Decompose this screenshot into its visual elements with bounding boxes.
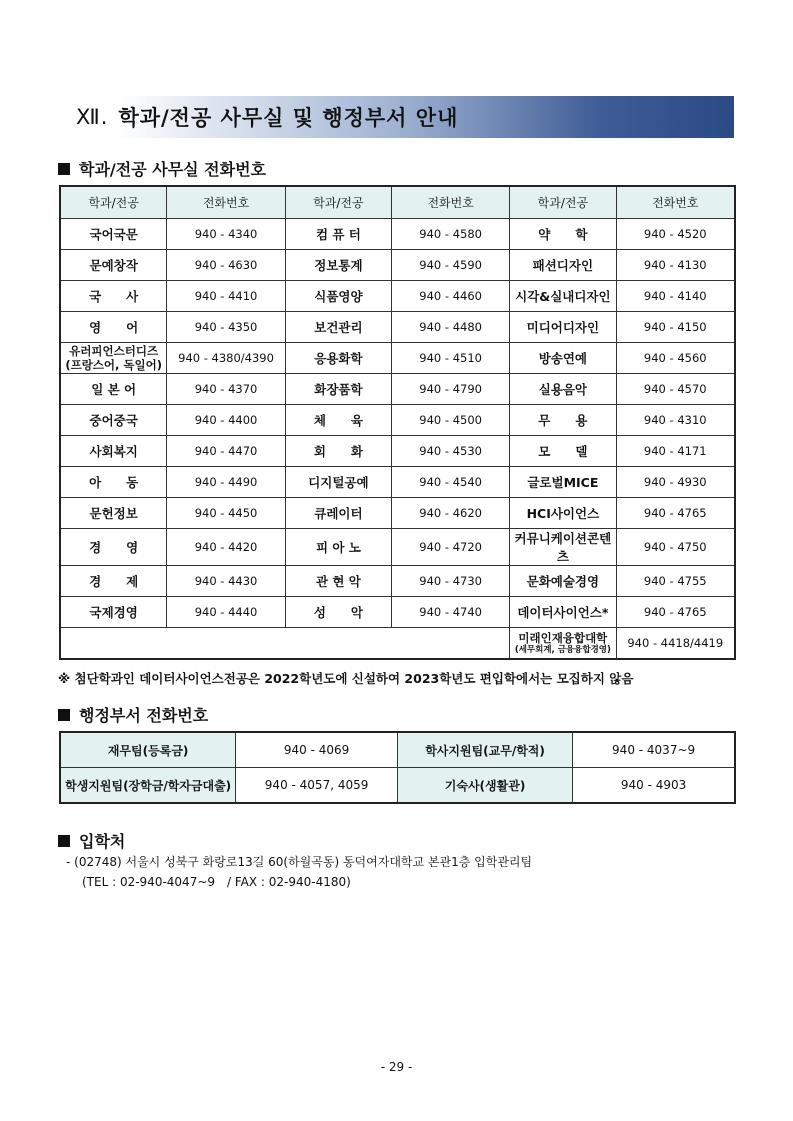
dept-phone: 940 - 4460 <box>392 281 510 312</box>
dept-phone: 940 - 4580 <box>392 219 510 250</box>
dept-name: 약 학 <box>510 219 616 250</box>
office-phone: 940 - 4903 <box>573 768 735 804</box>
dept-phone: 940 - 4630 <box>167 250 285 281</box>
dept-name: 경 영 <box>60 529 167 566</box>
dept-name: 방송연예 <box>510 343 616 374</box>
section-heading-admissions: 입학처 <box>58 829 125 852</box>
dept-phone: 940 - 4620 <box>392 498 510 529</box>
square-bullet-icon <box>58 163 70 175</box>
dept-phone: 940 - 4480 <box>392 312 510 343</box>
dept-name: 사회복지 <box>60 436 167 467</box>
dept-phone: 940 - 4440 <box>167 597 285 628</box>
header-cell: 전화번호 <box>167 186 285 219</box>
chapter-title: 학과/전공 사무실 및 행정부서 안내 <box>118 106 459 130</box>
dept-phone: 940 - 4340 <box>167 219 285 250</box>
dept-name: 디지털공예 <box>285 467 391 498</box>
dept-phone: 940 - 4470 <box>167 436 285 467</box>
dept-name: 문화예술경영 <box>510 566 616 597</box>
admissions-address: - (02748) 서울시 성북구 화랑로13길 60(하월곡동) 동덕여자대학교 본관1층 입학관리팀 <box>66 855 533 869</box>
dept-phone: 940 - 4510 <box>392 343 510 374</box>
dept-phone: 940 - 4418/4419 <box>616 628 735 660</box>
dept-name: 회 화 <box>285 436 391 467</box>
dept-name: 식품영양 <box>285 281 391 312</box>
dept-name: 국 사 <box>60 281 167 312</box>
dept-phone: 940 - 4171 <box>616 436 735 467</box>
dept-phone: 940 - 4420 <box>167 529 285 566</box>
dept-phone: 940 - 4590 <box>392 250 510 281</box>
header-cell: 전화번호 <box>616 186 735 219</box>
dept-phone: 940 - 4150 <box>616 312 735 343</box>
dept-name: 문헌정보 <box>60 498 167 529</box>
dept-name: 실용음악 <box>510 374 616 405</box>
dept-phone: 940 - 4410 <box>167 281 285 312</box>
dept-phone: 940 - 4430 <box>167 566 285 597</box>
dept-phone: 940 - 4730 <box>392 566 510 597</box>
dept-name: 문예창작 <box>60 250 167 281</box>
empty-cell <box>60 628 510 660</box>
dept-name: 정보통계 <box>285 250 391 281</box>
page-number: - 29 - <box>380 1060 413 1074</box>
dept-phone: 940 - 4370 <box>167 374 285 405</box>
table-row <box>60 529 735 566</box>
office-name: 학사지원팀(교무/학적) <box>397 732 572 768</box>
dept-phone: 940 - 4130 <box>616 250 735 281</box>
dept-phone: 940 - 4500 <box>392 405 510 436</box>
dept-name: 응용화학 <box>285 343 391 374</box>
office-name: 재무팀(등록금) <box>60 732 236 768</box>
dept-name: 패션디자인 <box>510 250 616 281</box>
table-row <box>60 566 735 597</box>
dept-phone: 940 - 4140 <box>616 281 735 312</box>
header-cell: 전화번호 <box>392 186 510 219</box>
dept-name: 글로벌MICE <box>510 467 616 498</box>
dept-name: 커뮤니케이션콘텐츠 <box>510 529 616 566</box>
admin-phone-table <box>59 731 736 804</box>
dept-name: 관 현 악 <box>285 566 391 597</box>
dept-name: 유러피언스터디즈 (프랑스어, 독일어) <box>60 343 167 374</box>
dept-phone-table <box>59 185 736 660</box>
table-row <box>60 281 735 312</box>
dept-phone: 940 - 4930 <box>616 467 735 498</box>
square-bullet-icon <box>58 709 70 721</box>
table-header-row <box>60 186 735 219</box>
header-cell: 학과/전공 <box>510 186 616 219</box>
dept-phone: 940 - 4755 <box>616 566 735 597</box>
table-row <box>60 467 735 498</box>
dept-name: 아 동 <box>60 467 167 498</box>
dept-phone: 940 - 4520 <box>616 219 735 250</box>
dept-name: 피 아 노 <box>285 529 391 566</box>
dept-phone: 940 - 4560 <box>616 343 735 374</box>
dept-phone: 940 - 4350 <box>167 312 285 343</box>
dept-name: 경 제 <box>60 566 167 597</box>
admissions-contact: (TEL : 02-940-4047~9 / FAX : 02-940-4180) <box>82 875 351 889</box>
dept-phone: 940 - 4380/4390 <box>167 343 285 374</box>
dept-name: 데이터사이언스* <box>510 597 616 628</box>
table-row <box>60 250 735 281</box>
table-row <box>60 732 735 768</box>
square-bullet-icon <box>58 835 70 847</box>
dept-name: 모 델 <box>510 436 616 467</box>
office-name: 기숙사(생활관) <box>397 768 572 804</box>
chapter-title-bar <box>62 96 734 138</box>
dept-name: 화장품학 <box>285 374 391 405</box>
dept-phone: 940 - 4720 <box>392 529 510 566</box>
dept-name: 무 용 <box>510 405 616 436</box>
dept-phone: 940 - 4570 <box>616 374 735 405</box>
dept-name: 미디어디자인 <box>510 312 616 343</box>
dept-name: 체 육 <box>285 405 391 436</box>
dept-name: 컴 퓨 터 <box>285 219 391 250</box>
table-row <box>60 374 735 405</box>
dept-phone: 940 - 4740 <box>392 597 510 628</box>
dept-phone: 940 - 4750 <box>616 529 735 566</box>
dept-phone: 940 - 4310 <box>616 405 735 436</box>
dept-name: 국제경영 <box>60 597 167 628</box>
table-row <box>60 312 735 343</box>
dept-name: 영 어 <box>60 312 167 343</box>
section-heading-dept-phones: 학과/전공 사무실 전화번호 <box>58 157 266 180</box>
table-row <box>60 498 735 529</box>
table-row <box>60 219 735 250</box>
chapter-number: Ⅻ. <box>76 105 109 129</box>
dept-phone: 940 - 4450 <box>167 498 285 529</box>
table-row <box>60 436 735 467</box>
dept-phone: 940 - 4400 <box>167 405 285 436</box>
dept-name: 미래인재융합대학 (세무회계, 금융융합경영) <box>510 628 616 660</box>
dept-name: 중어중국 <box>60 405 167 436</box>
section-heading-admin-phones: 행정부서 전화번호 <box>58 703 208 726</box>
dept-phone: 940 - 4530 <box>392 436 510 467</box>
dept-name: 성 악 <box>285 597 391 628</box>
table-row-future-college <box>60 628 735 660</box>
dept-name: HCI사이언스 <box>510 498 616 529</box>
header-cell: 학과/전공 <box>60 186 167 219</box>
office-phone: 940 - 4037~9 <box>573 732 735 768</box>
dept-name: 큐레이터 <box>285 498 391 529</box>
office-name: 학생지원팀(장학금/학자금대출) <box>60 768 236 804</box>
table-row <box>60 768 735 804</box>
office-phone: 940 - 4057, 4059 <box>236 768 398 804</box>
table-row <box>60 405 735 436</box>
dept-name: 일 본 어 <box>60 374 167 405</box>
footnote: ※ 첨단학과인 데이터사이언스전공은 2022학년도에 신설하여 2023학년도 편입학에서는 모집하지 않음 <box>58 671 634 686</box>
dept-name: 국어국문 <box>60 219 167 250</box>
dept-phone: 940 - 4790 <box>392 374 510 405</box>
dept-phone: 940 - 4490 <box>167 467 285 498</box>
office-phone: 940 - 4069 <box>236 732 398 768</box>
dept-phone: 940 - 4765 <box>616 498 735 529</box>
dept-phone: 940 - 4765 <box>616 597 735 628</box>
dept-name: 보건관리 <box>285 312 391 343</box>
table-row <box>60 343 735 374</box>
dept-name: 시각&실내디자인 <box>510 281 616 312</box>
table-row <box>60 597 735 628</box>
dept-phone: 940 - 4540 <box>392 467 510 498</box>
header-cell: 학과/전공 <box>285 186 391 219</box>
